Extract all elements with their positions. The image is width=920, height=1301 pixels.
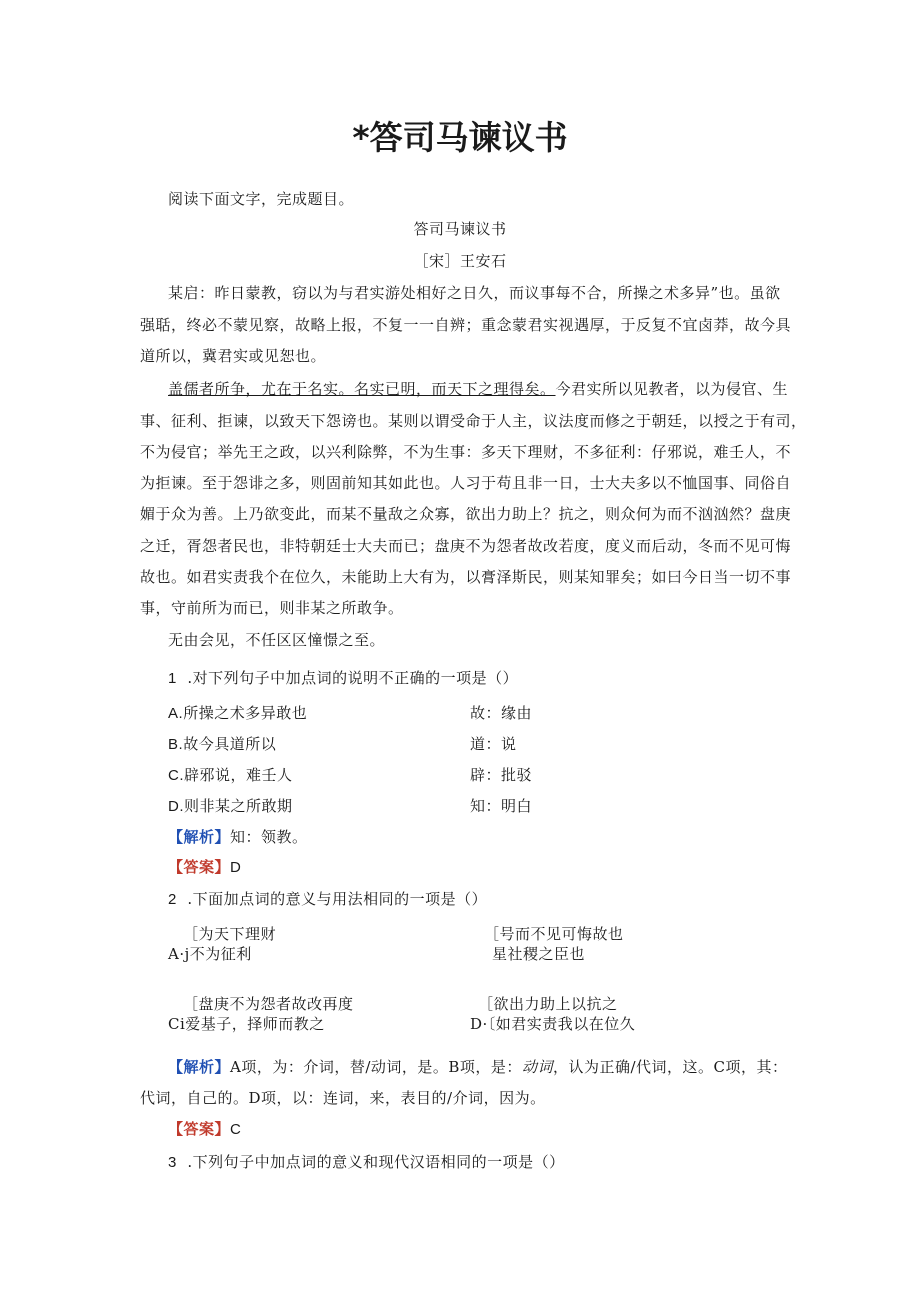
passage-line: 无由会见，不任区区憧憬之至。 (168, 631, 386, 649)
q2-analysis-cont: 代词，自己的。D项，以：连词，来，表目的/介词，因为。 (140, 1089, 546, 1107)
passage-author: ［宋］王安石 (413, 252, 507, 270)
passage-line: 道所以，冀君实或见恕也。 (140, 347, 327, 365)
q1-option-b-gloss: 道：说 (470, 735, 517, 753)
q2-option-a-top: ［为天下理财 (183, 925, 277, 943)
question-1-stem: 1 .对下列句子中加点词的说明不正确的一项是（） (168, 669, 519, 687)
q2-option-b-top: ［号而不见可悔故也 (484, 925, 624, 943)
q1-option-b: B.故今具道所以 (168, 735, 277, 753)
passage-line: 故也。如君实责我个在位久，未能助上大有为，以膏泽斯民，则某知罪矣；如曰今日当一切不事 (140, 568, 792, 586)
q2-option-d-top: ［欲出力助上以抗之 (478, 995, 618, 1013)
q2-option-a-bottom: A·j不为征利 (168, 945, 252, 963)
q2-analysis: 【解析】A项，为：介词，替/动词，是。B项，是：动词，认为正确/代词，这。C项，其： (168, 1058, 788, 1076)
q1-analysis: 【解析】知：领教。 (168, 828, 308, 846)
q2-answer: 【答案】C (168, 1120, 242, 1138)
q1-option-d: D.则非某之所敢期 (168, 797, 293, 815)
answer-tag: 【答案】 (168, 1120, 231, 1138)
q1-option-c: C.辟邪说，难壬人 (168, 766, 293, 784)
q2-option-c-bottom: Ci爱基子，择师而教之 (168, 1015, 325, 1033)
q2-option-c-top: ［盘庚不为怨者故改再度 (183, 995, 354, 1013)
q1-answer: 【答案】D (168, 858, 242, 876)
page-title: *答司马谏议书 (352, 118, 568, 157)
passage-line: 媚于众为善。上乃欲变此，而某不量敌之众寡，欲出力助上？抗之，则众何为而不汹汹然？盘庚 (140, 505, 792, 523)
q1-option-c-gloss: 辟：批驳 (470, 766, 533, 784)
analysis-tag: 【解析】 (168, 1058, 231, 1076)
passage-heading: 答司马谏议书 (413, 220, 507, 238)
q2-option-d-bottom: D·〔如君实责我以在位久 (470, 1015, 636, 1033)
question-2-stem: 2 .下面加点词的意义与用法相同的一项是（） (168, 890, 488, 908)
q1-option-d-gloss: 知：明白 (470, 797, 533, 815)
answer-tag: 【答案】 (168, 858, 231, 876)
passage-line: 事、征利、拒谏，以致天下怨谤也。某则以谓受命于人主，议法度而修之于朝廷，以授之于有司， (140, 412, 807, 430)
passage-line-rest: 今君实所以见教者，以为侵官、生 (555, 380, 789, 398)
passage-line: 强聒，终必不蒙见察，故略上报，不复一一自辨；重念蒙君实视遇厚，于反复不宜卤莽，故今具 (140, 316, 792, 334)
q1-option-a: A.所操之术多异敢也 (168, 704, 308, 722)
passage-line: 某启：昨日蒙教，窃以为与君实游处相好之日久，而议事每不合，所操之术多异”也。虽欲 (168, 284, 781, 302)
passage-line: 之迁，胥怨者民也，非特朝廷士大夫而已；盘庚不为怨者故改若度，度义而后动，冬而不见可悔 (140, 537, 792, 555)
passage-line: 不为侵官；举先王之政，以兴利除弊，不为生事：多天下理财，不多征利：仔邪说，难壬人，不 (140, 443, 792, 461)
analysis-tag: 【解析】 (168, 828, 231, 846)
passage-line: 事，守前所为而已，则非某之所敢争。 (140, 599, 404, 617)
q1-option-a-gloss: 故：缘由 (470, 704, 533, 722)
passage-line: 为拒谏。至于怨诽之多，则固前知其如此也。人习于苟且非一日，士大夫多以不恤国事、同俗自 (140, 474, 792, 492)
instruction: 阅读下面文字，完成题目。 (168, 190, 355, 208)
underlined-sentence: 盖儒者所争，尤在于名实。名实已明，而天下之理得矣。 (168, 380, 556, 398)
q2-option-b-bottom: 星社稷之臣也 (492, 945, 586, 963)
question-3-stem: 3 .下列句子中加点词的意义和现代汉语相同的一项是（） (168, 1153, 565, 1171)
passage-line (168, 378, 788, 399)
